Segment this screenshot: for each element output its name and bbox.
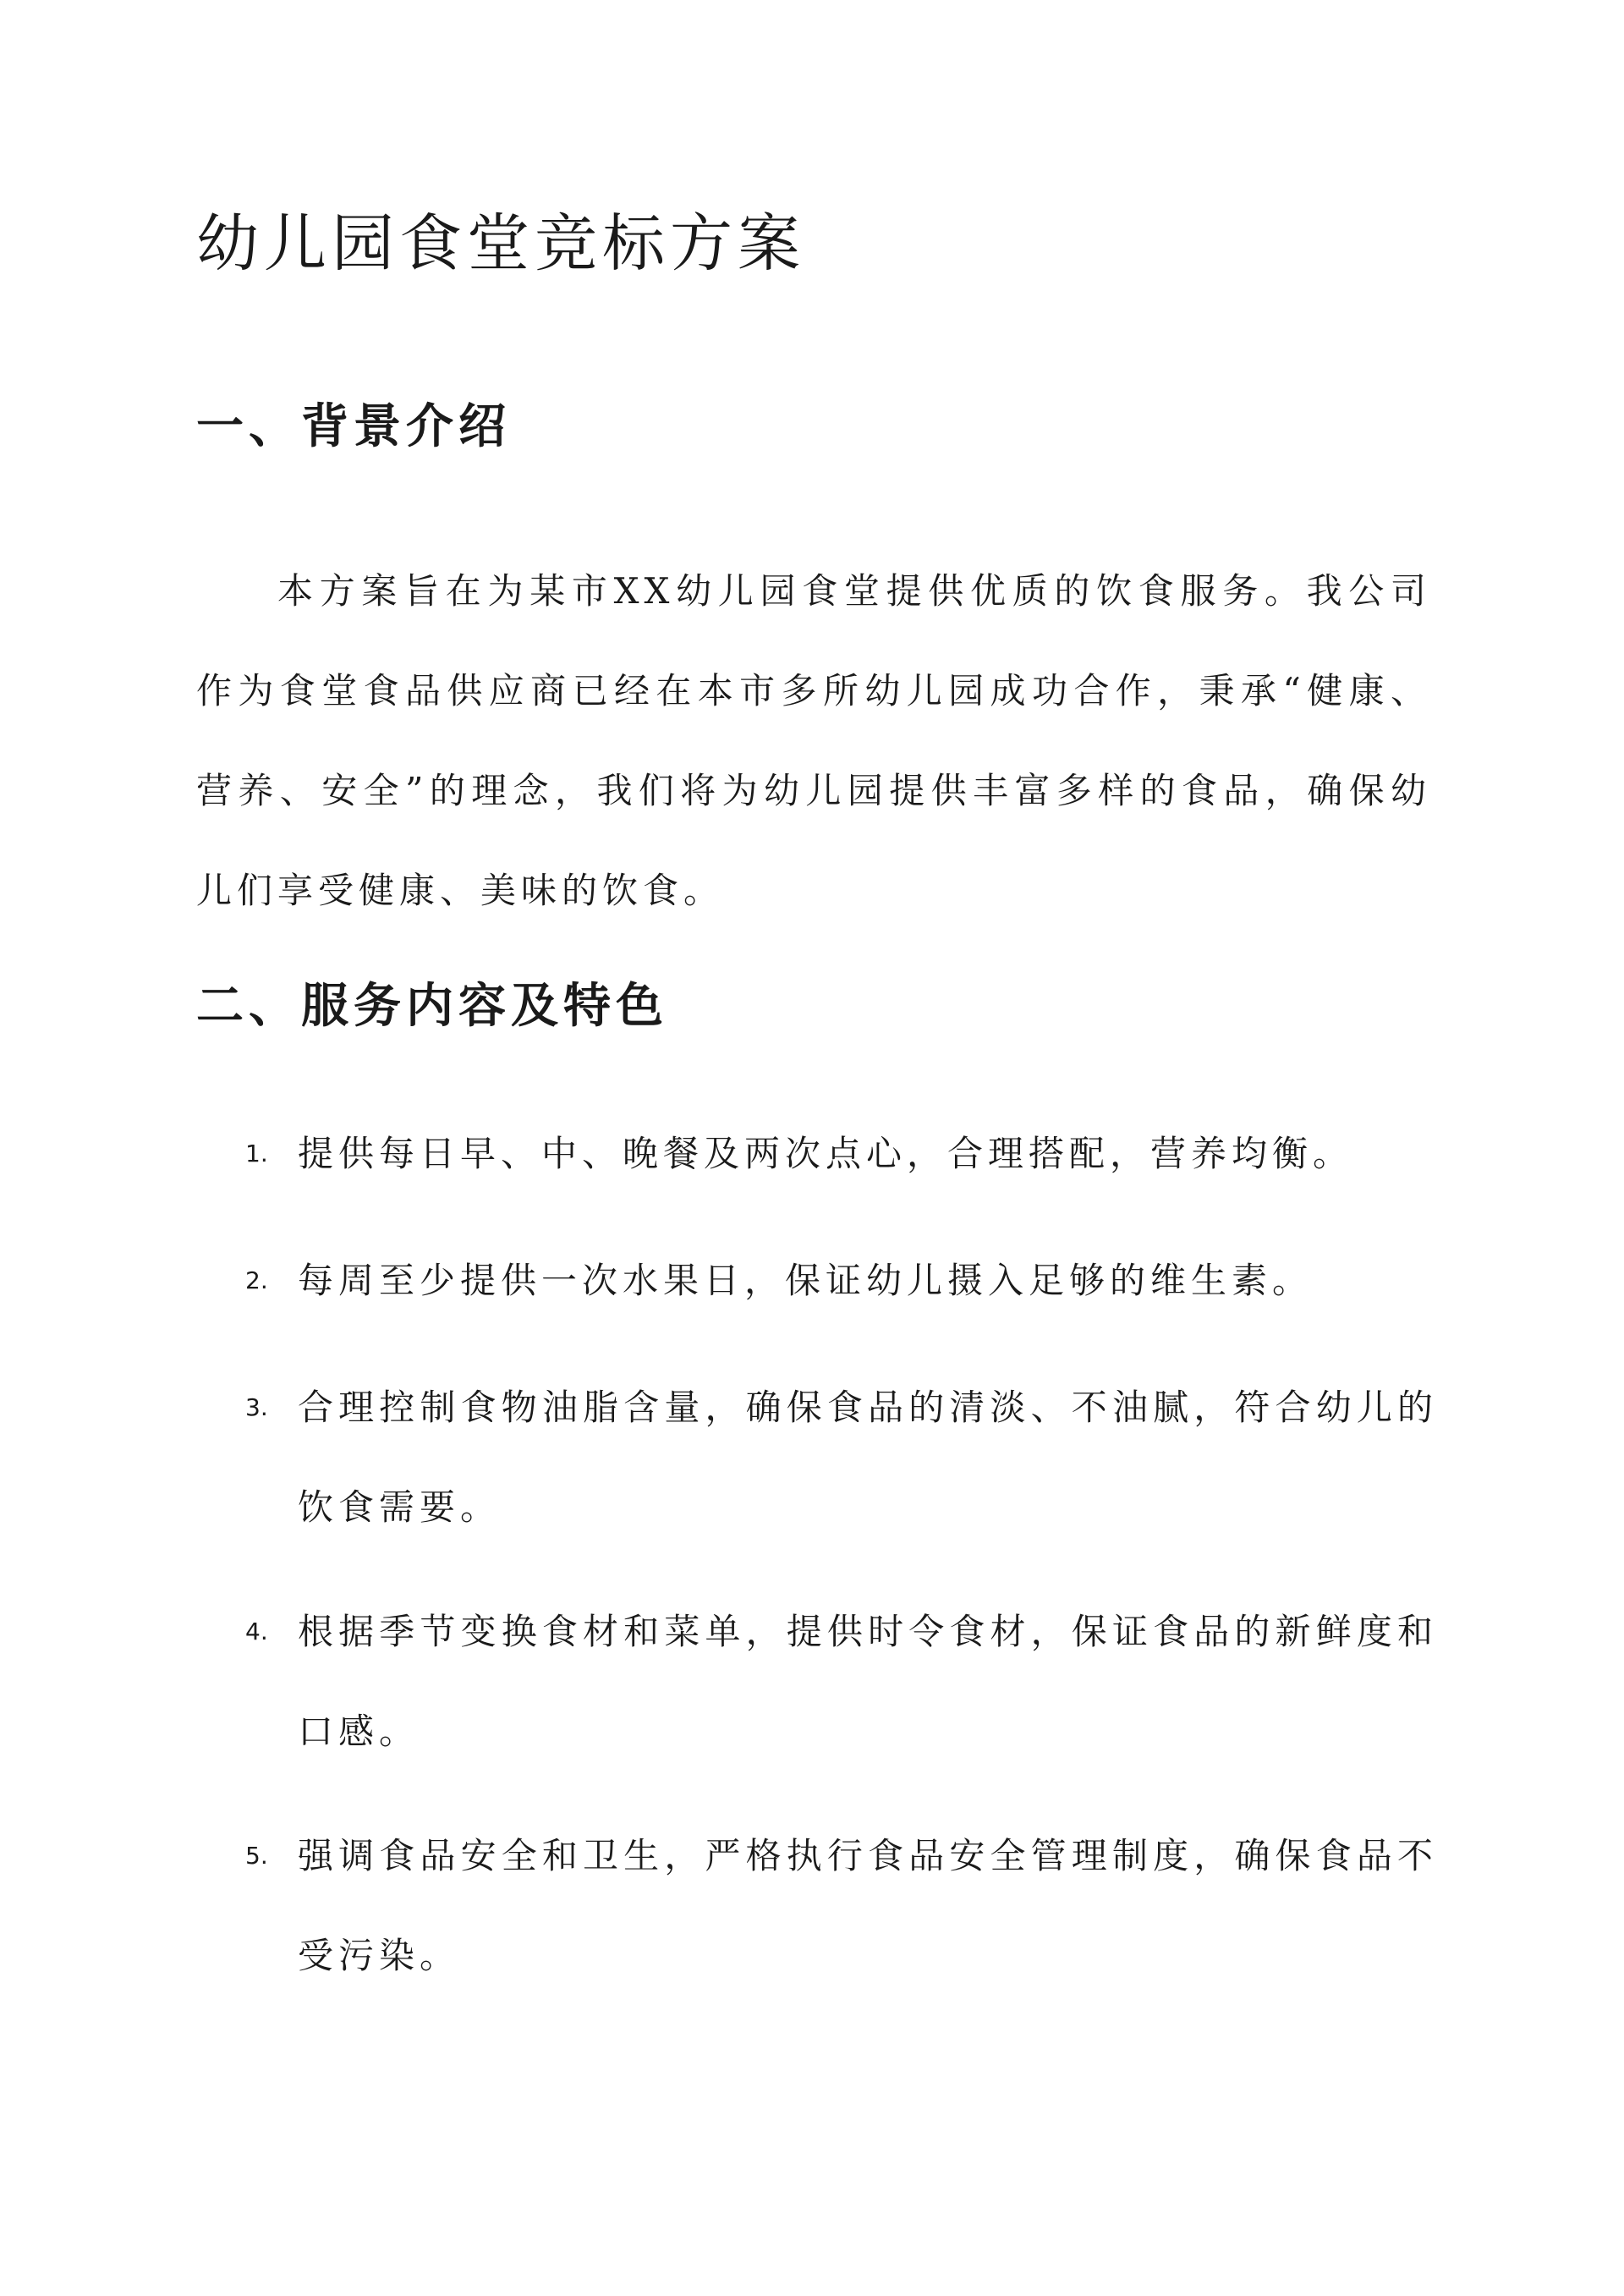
- list-item: [237, 1582, 1438, 1782]
- page-title: 幼儿园食堂竞标方案: [196, 207, 805, 280]
- list-item-text: 提供每日早、中、晚餐及两次点心，合理搭配，营养均衡。: [298, 1133, 1354, 1174]
- background-paragraph: 本方案旨在为某市XX幼儿园食堂提供优质的饮食服务。我公司作为食堂食品供应商已经在本市多所幼儿园成功合作，秉承“健康、营养、安全”的理念，我们将为幼儿园提供丰富多样的食品，确保幼儿们享受健康、美味的饮食。: [196, 570, 1431, 911]
- list-item: [237, 1806, 1438, 2006]
- list-item-text: 根据季节变换食材和菜单，提供时令食材，保证食品的新鲜度和口感。: [298, 1611, 1438, 1752]
- list-item-number: 3.: [245, 1393, 268, 1421]
- section-heading-services: 二、服务内容及特色: [196, 979, 668, 1034]
- list-item-text: 每周至少提供一次水果日，保证幼儿摄入足够的维生素。: [298, 1260, 1314, 1301]
- list-item-number: 5.: [245, 1842, 268, 1870]
- list-item-number: 1.: [245, 1140, 268, 1167]
- list-item-number: 4.: [245, 1618, 268, 1645]
- list-item: [237, 1231, 1438, 1331]
- list-item-text: 合理控制食物油脂含量，确保食品的清淡、不油腻，符合幼儿的饮食需要。: [298, 1387, 1438, 1528]
- section-heading-background: 一、背景介绍: [196, 399, 511, 454]
- list-item-text: 强调食品安全和卫生，严格执行食品安全管理制度，确保食品不受污染。: [298, 1835, 1438, 1976]
- list-item: [237, 1104, 1438, 1204]
- list-item: [237, 1358, 1438, 1557]
- list-item-number: 2.: [245, 1266, 268, 1294]
